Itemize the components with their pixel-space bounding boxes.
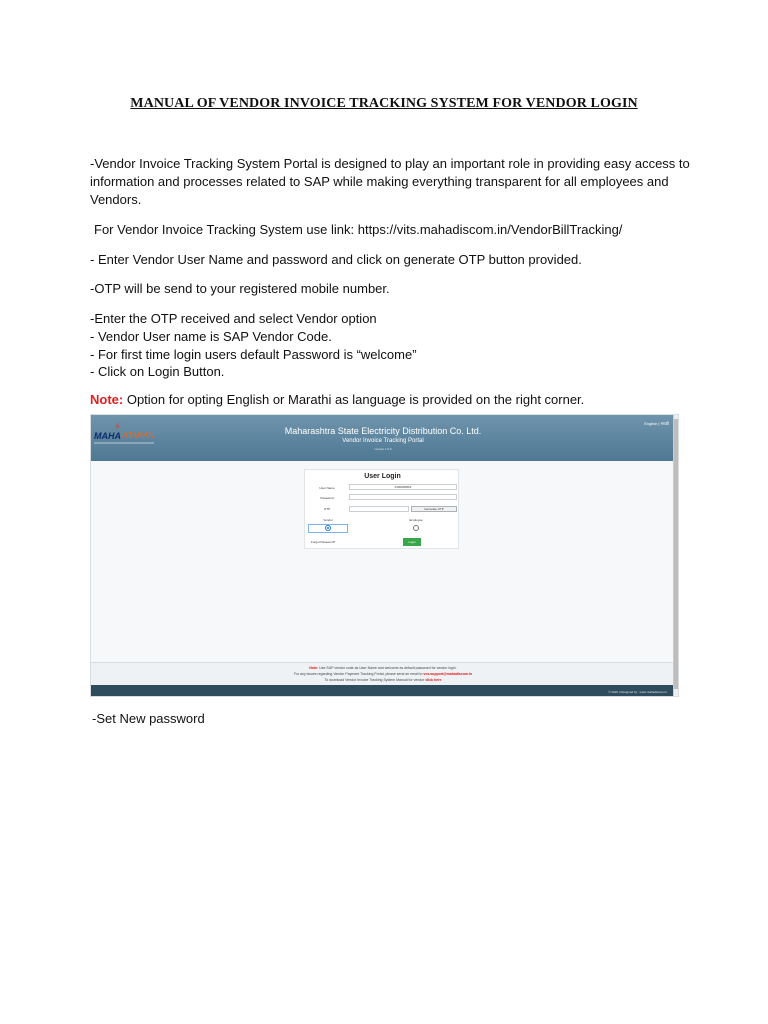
employee-radio[interactable]: [413, 525, 419, 531]
intro-paragraph: -Vendor Invoice Tracking System Portal is designed to play an important role in providing easy access to information and processes related to SAP while making everything transparent for all employees and Vendors.: [90, 156, 690, 207]
logo-maha-text: MAHA: [94, 431, 121, 441]
note-text: Option for opting English or Marathi as language is provided on the right corner.: [126, 392, 585, 407]
scrollbar-thumb[interactable]: [674, 419, 678, 689]
portal-footer-note: [91, 662, 675, 685]
note-label: Note:: [90, 392, 124, 407]
document-title: MANUAL OF VENDOR INVOICE TRACKING SYSTEM FOR VENDOR LOGIN: [130, 96, 638, 111]
footer-download-line: [91, 678, 675, 682]
step-enter-credentials: - Enter Vendor User Name and password and click on generate OTP button provided.: [90, 252, 582, 267]
logo-vitaran-text: VITARAN: [120, 431, 155, 440]
organization-name: Maharashtra State Electricity Distribution Co. Ltd.: [284, 426, 482, 436]
portal-name: Vendor Invoice Tracking Portal: [342, 438, 424, 444]
otp-input[interactable]: [349, 506, 409, 512]
user-name-input[interactable]: 0100000819: [349, 484, 457, 490]
password-input[interactable]: [349, 494, 457, 500]
portal-version: version 1.0.0: [374, 447, 392, 451]
forgot-password-link[interactable]: Forgot Password?: [311, 540, 336, 544]
user-login-card: [304, 469, 459, 549]
login-title: User Login: [364, 473, 401, 480]
portal-screenshot: [90, 414, 679, 697]
vendor-option-label: Vendor: [323, 518, 333, 522]
support-email-link[interactable]: vcs.support@mahadiscom.in: [423, 672, 473, 676]
footer-note-text: Use SAP vendor code as User Name and welcome as default password for vendor login.: [319, 666, 457, 670]
employee-option-label: Employee: [409, 518, 423, 522]
step-default-password: - For first time login users default Password is “welcome”: [90, 347, 417, 362]
scrollbar[interactable]: [673, 415, 678, 697]
footer-issues-text: For any issues regarding Vendor Payment Tracking Portal, please send an email to: [293, 672, 423, 676]
step-set-password: -Set New password: [92, 711, 205, 726]
copyright-text: © 2022 | Designed by : www.mahadiscom.in: [608, 690, 667, 694]
step-enter-otp: -Enter the OTP received and select Vendor option: [90, 311, 377, 326]
click-here-link[interactable]: click here: [425, 678, 442, 682]
footer-issues-line: [91, 672, 675, 676]
link-line: For Vendor Invoice Tracking System use link: https://vits.mahadiscom.in/VendorBillTracking/: [94, 222, 623, 237]
footer-download-text: To download Vendor Invoice Tracking System Manual for vendor: [324, 678, 425, 682]
login-button[interactable]: Login: [403, 538, 421, 546]
footer-note-line: [91, 666, 675, 670]
generate-otp-button[interactable]: Generate OTP: [411, 506, 457, 512]
step-user-name: - Vendor User name is SAP Vendor Code.: [90, 329, 332, 344]
step-click-login: - Click on Login Button.: [90, 364, 225, 379]
lightning-bolt-icon: ⚡: [114, 422, 122, 433]
language-switch[interactable]: English | मराठी: [644, 421, 669, 426]
otp-label: OTP: [323, 507, 331, 511]
portal-bottom-bar: [91, 685, 675, 697]
password-label: Password: [320, 496, 334, 500]
user-name-label: User Name: [319, 486, 335, 490]
footer-note-label: Note:: [309, 666, 319, 670]
note-line: [90, 391, 690, 409]
portal-header: [91, 415, 675, 461]
step-otp-sent: -OTP will be send to your registered mobile number.: [90, 281, 390, 296]
vendor-radio[interactable]: [325, 525, 331, 531]
